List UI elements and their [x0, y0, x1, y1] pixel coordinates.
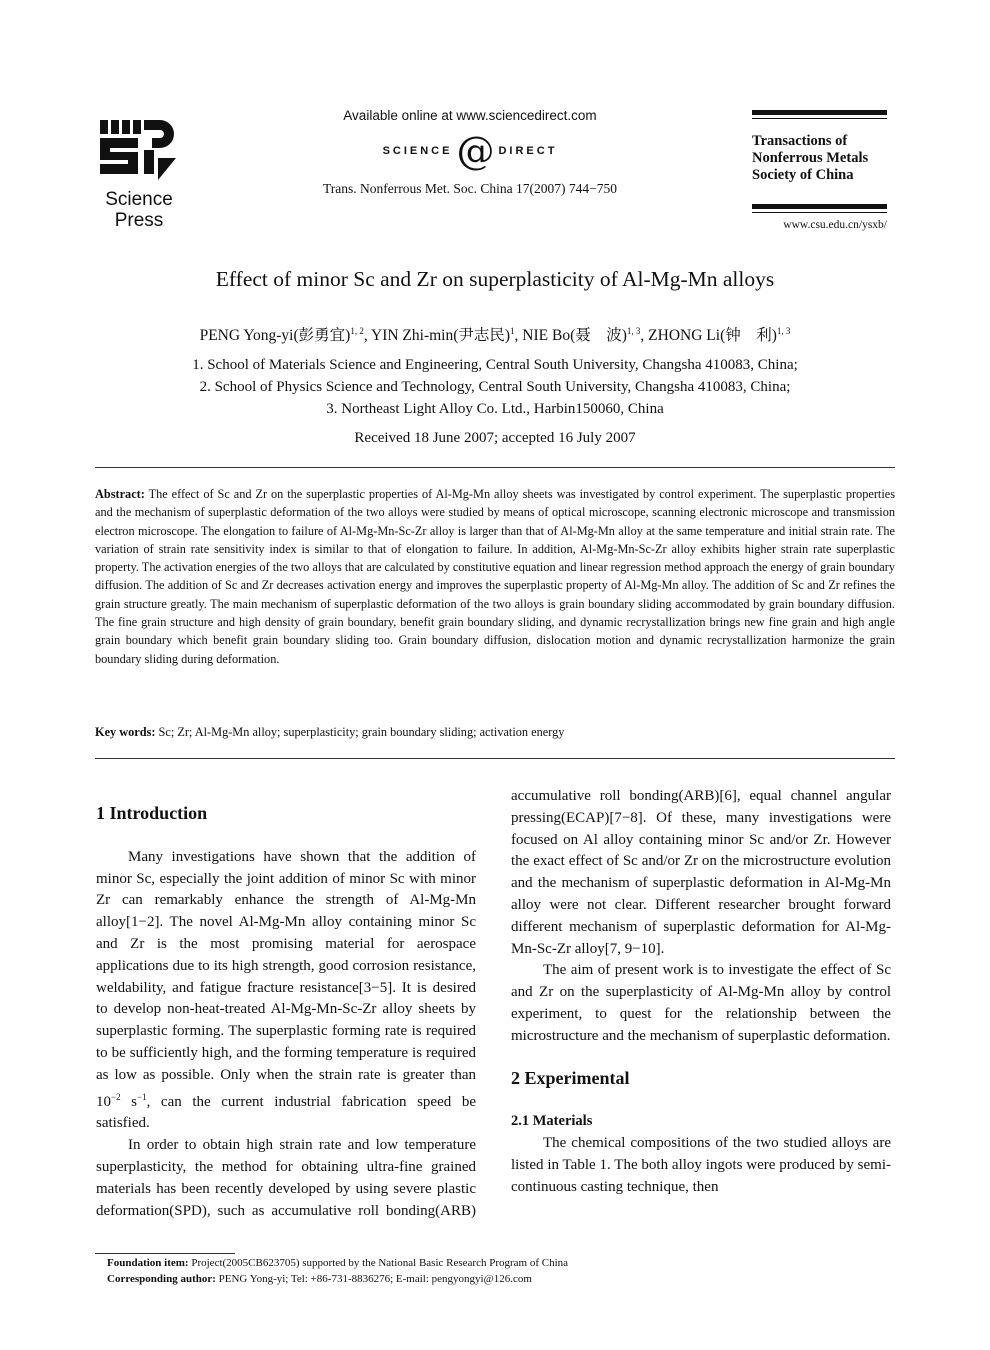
- paragraph: In order to obtain high strain rate and low temperature superplasticity, the method for obtaining ultra-fine grained materials has been recently developed by using severe plastic deformation(SPD), such as accumulative roll bonding(ARB): [96, 1137, 476, 1219]
- logo-text-press: Press: [114, 210, 164, 231]
- keywords: [95, 725, 895, 740]
- paragraph: The aim of present work is to investigate the effect of Sc and Zr on the superplasticity of Al-Mg-Mn alloy by control experiment, to quest for the relationship between the microstructure and the mechanism of superplastic deformation.: [511, 962, 891, 1044]
- abstract-rule-bottom: [95, 758, 895, 759]
- journal-name: [752, 133, 887, 184]
- author: [371, 327, 515, 344]
- footnotes: [107, 1256, 907, 1287]
- article-title: Effect of minor Sc and Zr on superplasticity of Al-Mg-Mn alloys: [215, 267, 775, 291]
- author-affil: 1: [510, 325, 515, 336]
- column-right: [511, 786, 891, 1199]
- paragraph: [96, 847, 476, 1135]
- superscript: −1: [137, 1091, 147, 1102]
- sd-left-text: SCIENCE: [382, 145, 453, 157]
- masthead-rule-top-thin: [752, 118, 887, 119]
- publisher-logo: [98, 118, 180, 230]
- paragraph-text: s: [120, 1093, 138, 1110]
- author-name: ZHONG Li(钟 利): [648, 327, 777, 344]
- footnote-text: Project(2005CB623705) supported by the National Basic Research Program of China: [191, 1257, 569, 1269]
- column-left: [96, 803, 476, 1222]
- sd-right-text: DIRECT: [498, 145, 558, 157]
- keywords-text: Sc; Zr; Al-Mg-Mn alloy; superplasticity; grain boundary sliding; activation energy: [158, 725, 565, 739]
- paragraph-text: , can the current industrial fabrication speed be satisfied.: [96, 1093, 476, 1132]
- abstract: [95, 485, 895, 668]
- journal-name-line: Society of China: [752, 167, 854, 183]
- author-name: PENG Yong-yi(彭勇宜): [199, 327, 351, 344]
- abstract-text: The effect of Sc and Zr on the superplastic properties of Al-Mg-Mn alloy sheets was investigated by control experiment. The superplastic properties and the mechanism of superplastic deformation of the two alloys were studied by means of optical microscope, scanning electronic microscope and transmission electron microscope. The elongation to failure of Al-Mg-Mn-Sc-Zr alloy is larger than that of Al-Mg-Mn alloy at the same temperature and initial strain rate. The variation of strain rate sensitivity index is similar to that of elongation to failure. In addition, Al-Mg-Mn-Sc-Zr alloy exhibits higher strain rate superplastic property. The activation energies of the two alloys that are calculated by constitutive equation and linear regression method approach the energy of grain boundary diffusion. The addition of Sc and Zr decreases activation energy and improves the superplastic property of Al-Mg-Mn alloy. The addition of Sc and Zr refines the grain structure greatly. The main mechanism of superplastic deformation of the two alloys is grain boundary sliding accommodated by grain boundary diffusion. The fine grain structure and high density of grain boundary, benefit grain boundary sliding, and dynamic recrystallization brings new fine grain and high angle grain boundary which benefit grain boundary sliding too. Grain boundary diffusion, dislocation motion and dynamic recrystallization harmonize the grain boundary sliding during deformation.: [95, 487, 895, 666]
- footnote-label: Foundation item:: [107, 1257, 189, 1269]
- author-affil: 1, 3: [626, 325, 641, 336]
- footnote-label: Corresponding author:: [107, 1272, 216, 1285]
- corresponding-footnote: [107, 1272, 907, 1288]
- paragraph-text: Many investigations have shown that the addition of minor Sc, especially the joint addition of minor Sc with minor Zr can remarkably enhance the strength of Al-Mg-Mn alloy[1−2]. The novel Al-Mg-Mn alloy containing minor Sc and Zr is the most promising material for aerospace applications due to its high strength, good corrosion resistance, weldability, and fatigue fracture resistance[3−5]. It is desired to develop non-heat-treated Al-Mg-Mn-Sc-Zr alloy sheets by superplastic forming. The superplastic forming rate is required to be sufficiently high, and the forming temperature is required as low as possible. Only when the strain rate is greater than 10: [96, 848, 476, 1110]
- superscript: −2: [111, 1091, 121, 1102]
- paragraph: The chemical compositions of the two studied alloys are listed in Table 1. The both alloy ingots were produced by semi-continuous casting technique, then: [511, 1135, 891, 1195]
- journal-masthead: [752, 110, 887, 231]
- author: [522, 327, 640, 344]
- abstract-label: Abstract:: [95, 487, 145, 501]
- foundation-footnote: [107, 1256, 907, 1272]
- sciencedirect-logo: [290, 129, 650, 173]
- sd-at-icon: @: [456, 129, 495, 173]
- affiliation: 2. School of Physics Science and Technology, Central South University, Changsha 410083, China;: [199, 379, 791, 395]
- footnote-rule: [95, 1253, 235, 1254]
- science-press-logo-icon: [98, 118, 180, 184]
- author: [200, 327, 364, 344]
- journal-citation: Trans. Nonferrous Met. Soc. China 17(2007) 744−750: [323, 181, 617, 196]
- author: [648, 327, 790, 344]
- masthead-rule-bottom-thin: [752, 212, 887, 213]
- author-affil: 1, 3: [776, 325, 791, 336]
- section-heading: 2 Experimental: [511, 1067, 630, 1088]
- section-heading: 1 Introduction: [96, 803, 208, 823]
- keywords-label: Key words:: [95, 725, 156, 739]
- affiliation: 1. School of Materials Science and Engineering, Central South University, Changsha 410083, China;: [192, 357, 798, 373]
- masthead-rule-bottom: [752, 204, 887, 209]
- header-center: [290, 108, 650, 197]
- logo-text-science: Science: [105, 189, 173, 210]
- subsection-heading: 2.1 Materials: [511, 1113, 593, 1130]
- journal-url[interactable]: www.csu.edu.cn/ysxb/: [783, 219, 887, 231]
- journal-name-line: Transactions of: [752, 133, 848, 149]
- paragraph-continued: accumulative roll bonding(ARB)[6], equal channel angular pressing(ECAP)[7−8]. Of these, many investigations were focused on Al alloy containing minor Sc and/or Zr. However the exact effect of Sc and/or Zr on the microstructure evolution and the mechanism of superplastic deformation in Al-Mg-Mn alloy were not clear. Different researcher brought forward different mechanism of superplastic deformation for Al-Mg-Mn-Sc-Zr alloy[7, 9−10].: [511, 788, 891, 957]
- abstract-rule-top: [95, 467, 895, 468]
- author-name: NIE Bo(聂 波): [522, 327, 627, 344]
- affiliation: 3. Northeast Light Alloy Co. Ltd., Harbin150060, China: [326, 401, 664, 417]
- author-affil: 1, 2: [350, 325, 364, 336]
- journal-name-line: Nonferrous Metals: [752, 150, 869, 166]
- available-online-text: Available online at www.sciencedirect.com: [343, 108, 597, 123]
- received-dates: Received 18 June 2007; accepted 16 July 2007: [354, 430, 636, 446]
- footnote-text: PENG Yong-yi; Tel: +86-731-8836276; E-mail: pengyongyi@126.com: [218, 1272, 532, 1285]
- masthead-rule-top: [752, 110, 887, 115]
- author-list: PENG Yong-yi(彭勇宜)$^{1, 2}$, YIN Zhi-min(尹志民)$^1$, NIE Bo(聂 波)$^{1, 3}$, ZHONG Li(钟 利)$^{1, 3}$: [199, 325, 791, 344]
- author-name: YIN Zhi-min(尹志民): [371, 327, 511, 344]
